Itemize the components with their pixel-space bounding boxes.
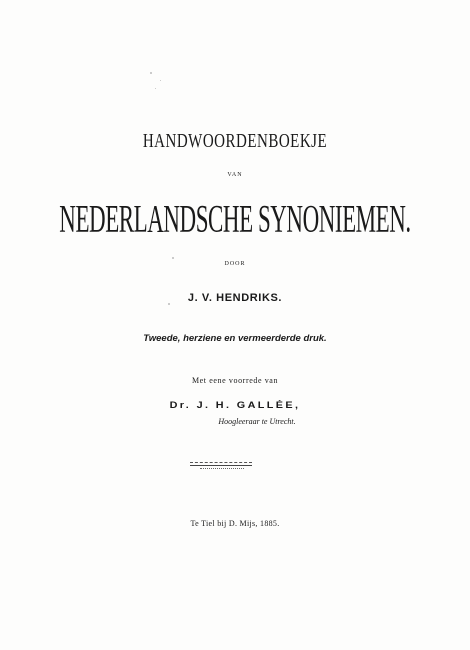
- edition-statement: Tweede, herziene en vermeerderde druk.: [143, 333, 327, 344]
- preface-line: Met eene voorrede van: [191, 376, 279, 385]
- ornament-rule-top: [190, 462, 252, 463]
- preface-author-role: Hoogleeraar te Utrecht.: [218, 417, 296, 426]
- connector-van: VAN: [227, 172, 243, 178]
- book-subtitle-top: HANDWOORDENBOEKJE: [142, 131, 328, 153]
- connector-door: DOOR: [224, 261, 246, 267]
- preface-author: Dr. J. H. GALLÉE,: [169, 400, 301, 410]
- ornament-rule-bottom: [200, 468, 244, 469]
- paper-speck: [150, 72, 152, 74]
- book-main-title: NEDERLANDSCHE SYNONIEMEN.: [59, 199, 411, 241]
- paper-speck: [160, 80, 161, 81]
- publisher-imprint: Te Tiel bij D. Mijs, 1885.: [190, 519, 280, 528]
- paper-speck: [172, 257, 174, 259]
- ornament-rule-middle: [190, 465, 252, 466]
- paper-speck: [155, 88, 156, 89]
- author-name: J. V. HENDRIKS.: [187, 292, 283, 304]
